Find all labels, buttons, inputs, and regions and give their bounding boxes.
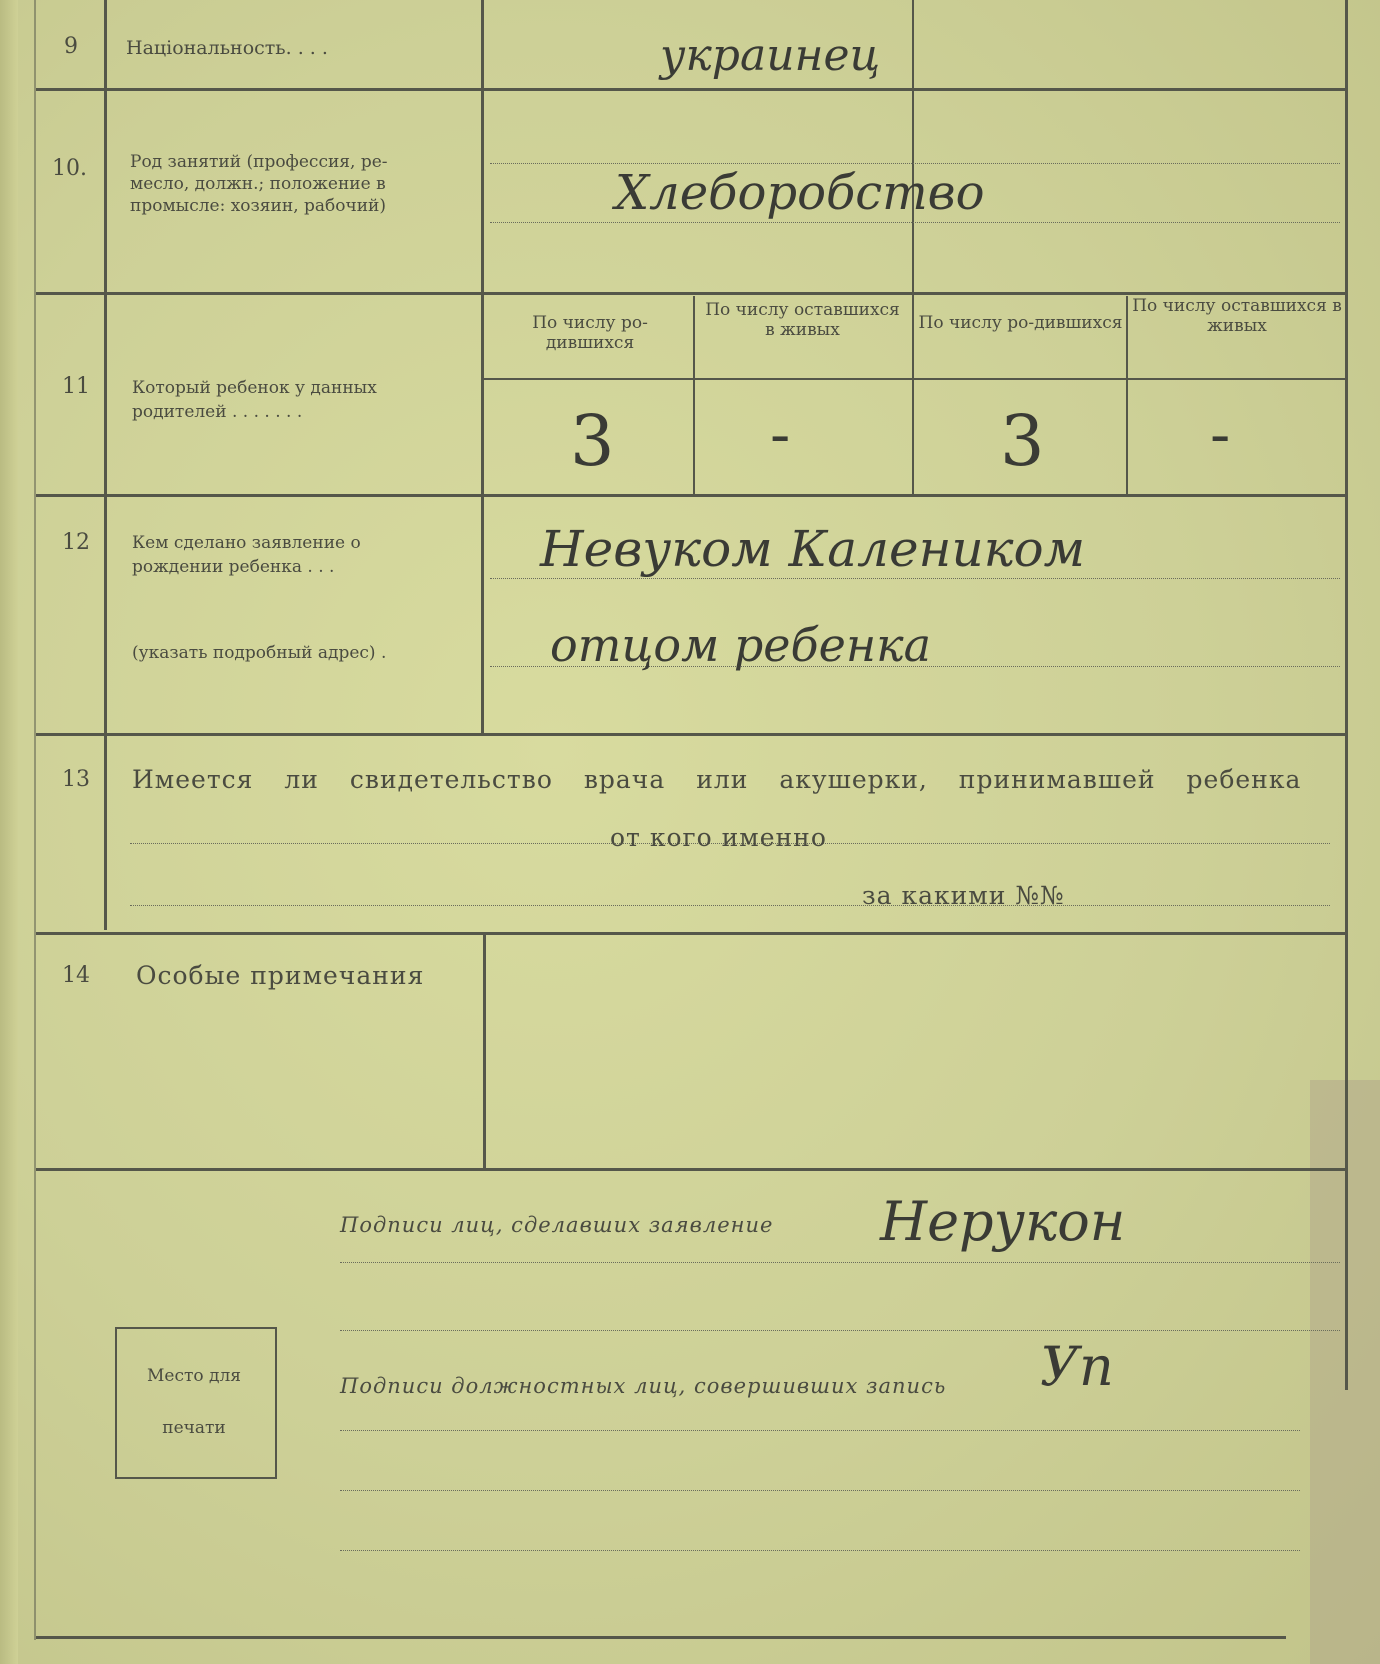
frame-num-line: [34, 0, 36, 1640]
col-header-alive-2: По числу оставшихся в живых: [1132, 296, 1342, 337]
bottom-line: [36, 1636, 1286, 1639]
col-divider-c: [1126, 296, 1128, 494]
value-born-1: 3: [570, 400, 615, 482]
nationality-value: украинец: [660, 30, 881, 81]
row-line-10: [36, 292, 1346, 295]
col-divider-b: [912, 0, 914, 494]
seal-place-label-line1: Место для: [146, 1366, 242, 1386]
child-order-label-line1: Который ребенок у данных: [132, 378, 377, 398]
declarant-signatures-label: Подписи лиц, сделавших заявление: [340, 1213, 774, 1237]
dotted-line: [490, 578, 1340, 579]
col-header-alive-1: По числу оставшихся в живых: [705, 300, 900, 341]
mid-vertical-line-14: [483, 935, 486, 1170]
row-line-9: [36, 88, 1346, 91]
dotted-line: [340, 1262, 1340, 1263]
dotted-line: [490, 163, 1340, 164]
value-alive-2: -: [1210, 400, 1231, 470]
numbers-label: за какими №№: [862, 881, 1065, 910]
value-alive-1: -: [770, 400, 791, 470]
address-label: (указать подробный адрес) .: [132, 643, 387, 663]
certificate-question: Имеется ли свидетельство врача или акушерки, принимавшей ребенка: [132, 765, 1302, 794]
row-number-13: 13: [62, 767, 90, 792]
value-born-2: 3: [1000, 400, 1045, 482]
col-header-born-1: По числу ро-дившихся: [532, 313, 648, 354]
special-notes-label: Особые примечания: [136, 961, 425, 990]
declarant-label-line1: Кем сделано заявление о: [132, 533, 361, 553]
dotted-line: [130, 905, 1330, 906]
declarant-signature: Нерукон: [880, 1190, 1126, 1253]
declarant-label-line2: рождении ребенка . . .: [132, 557, 335, 577]
row-line-13: [36, 932, 1346, 935]
child-order-label-line2: родителей . . . . . . .: [132, 402, 303, 422]
row-line-12: [36, 733, 1346, 736]
officials-signatures-label: Подписи должностных лиц, совершивших запись: [340, 1374, 947, 1398]
row-number-12: 12: [62, 530, 90, 555]
frame-right-line: [1345, 0, 1348, 1390]
col-header-born-2: По числу ро-дившихся: [918, 313, 1123, 333]
seal-place-box: [115, 1327, 277, 1479]
dotted-line: [490, 222, 1340, 223]
mid-vertical-line: [481, 0, 484, 735]
sub-header-line: [484, 378, 1346, 380]
seal-place-label-line2: печати: [162, 1418, 226, 1438]
row-number-11: 11: [62, 374, 90, 399]
row-line-11: [36, 494, 1346, 497]
address-value: отцом ребенка: [550, 618, 932, 672]
occupation-label-line1: Род занятий (профессия, ре-: [130, 152, 388, 172]
page-left-edge: [0, 0, 18, 1664]
occupation-label-line2: месло, должн.; положение в: [130, 174, 386, 194]
official-signature: Уп: [1040, 1335, 1114, 1398]
frame-left-line: [104, 0, 107, 930]
row-number-9: 9: [64, 34, 78, 59]
occupation-label-line3: промысле: хозяин, рабочий): [130, 196, 387, 216]
from-whom-label: от кого именно: [610, 823, 827, 852]
dotted-line: [340, 1490, 1300, 1491]
dotted-line: [340, 1330, 1340, 1331]
dotted-line: [340, 1430, 1300, 1431]
nationality-label: Національность. . . .: [126, 37, 328, 59]
declarant-value: Невуком Калеником: [540, 520, 1086, 578]
row-number-14: 14: [62, 963, 90, 988]
row-line-14: [36, 1168, 1346, 1171]
col-divider-a: [693, 296, 695, 494]
dotted-line: [340, 1550, 1300, 1551]
occupation-value: Хлеборобство: [615, 165, 985, 221]
row-number-10: 10.: [52, 156, 87, 181]
